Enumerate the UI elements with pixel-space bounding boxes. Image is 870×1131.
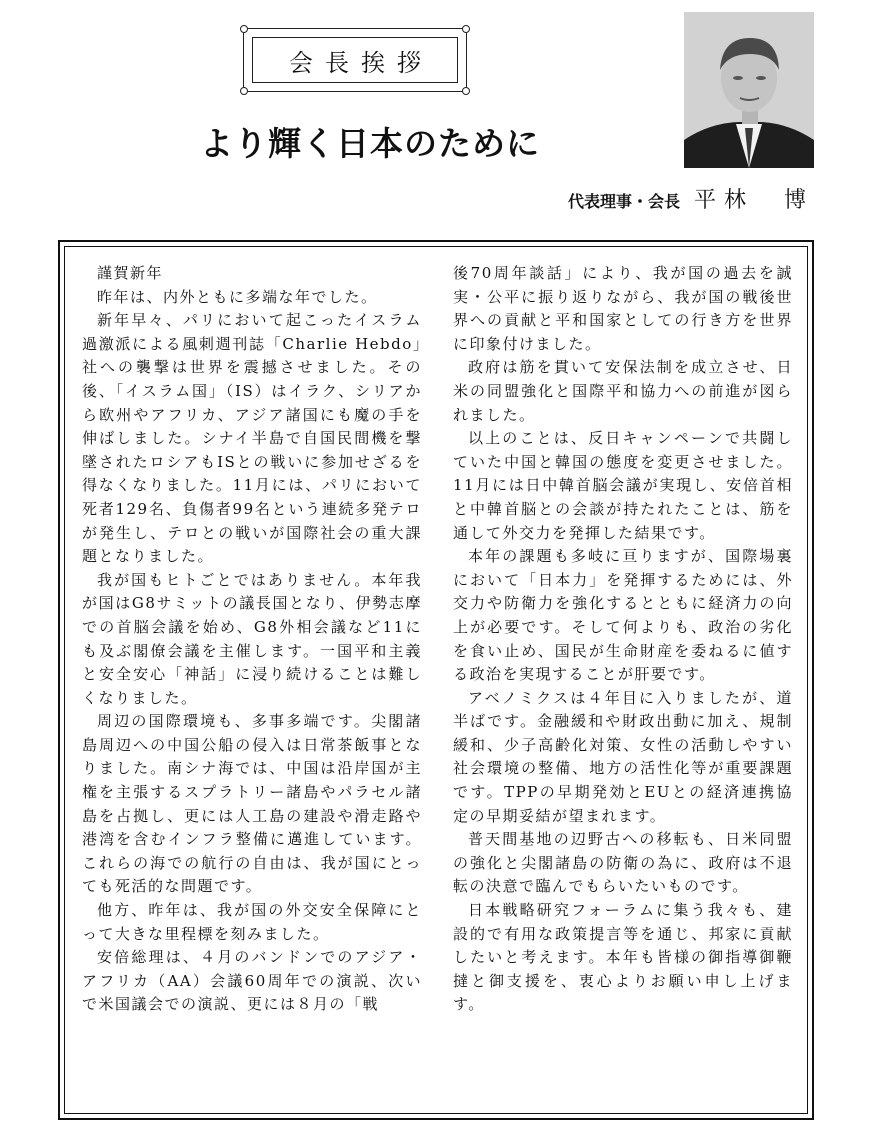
message-paragraph: 謹賀新年 [97, 264, 164, 282]
message-paragraph: 後70周年談話」により、我が国の過去を誠実・公平に振り返りながら、我が国の戦後世界への貢献と平和国家としての行き方を世界に印象付けました。 [453, 264, 793, 353]
portrait-image [684, 12, 814, 168]
message-paragraph: 普天間基地の辺野古への移転も、日米同盟の強化と尖閣諸島の防衛の為に、政府は不退転の決意で臨んでもらいたいものです。 [453, 830, 793, 896]
section-label-box [243, 28, 467, 92]
section-label-inner [252, 37, 458, 83]
corner-ornament [240, 25, 248, 33]
message-paragraph: アベノミクスは４年目に入りましたが、道半ばです。金融緩和や財政出動に加え、規制緩和、少子高齢化対策、女性の活動しやすい社会環境の整備、地方の活性化等が重要課題です。TPPの早期発効とEUとの経済連携協定の早期妥結が望まれます。 [453, 688, 793, 825]
message-paragraph: 本年の課題も多岐に亘りますが、国際場裏において「日本力」を発揮するためには、外交力や防衛力を強化するとともに経済力の向上が必要です。そして何よりも、政治の劣化を食い止め、国民が生命財産を委ねるに値する政治を実現することが肝要です。 [453, 547, 793, 684]
message-column-left [82, 262, 422, 1017]
message-paragraph: 昨年は、内外ともに多端な年でした。 [97, 287, 378, 306]
section-label: 会長挨拶 [289, 48, 433, 77]
corner-ornament [462, 87, 470, 95]
message-paragraph: 周辺の国際環境も、多事多端です。尖閣諸島周辺への中国公船の侵入は日常茶飯事となりました。南シナ海では、中国は沿岸国が主権を主張するスプラトリー諸島やパラセル諸島を占拠し、更には人工島の建設や滑走路や港湾を含むインフラ整備に邁進しています。これらの海での航行の自由は、我が国にとっても死活的な問題です。 [82, 712, 422, 896]
author-name: 平林 博 [693, 188, 814, 213]
message-paragraph: 以上のことは、反日キャンペーンで共闘していた中国と韓国の態度を変更させました。11月には日中韓首脳会議が実現し、安倍首相と中韓首脳との会談が持たれたことは、筋を通して外交力を発揮した結果です。 [453, 429, 793, 542]
message-paragraph: 日本戦略研究フォーラムに集う我々も、建設的で有用な政策提言等を通じ、邦家に貢献したいと考えます。本年も皆様の御指導御鞭撻と御支援を、衷心よりお願い申し上げます。 [453, 901, 793, 1014]
corner-ornament [240, 87, 248, 95]
message-column-right [453, 262, 793, 1017]
author-photo [684, 12, 814, 168]
page-title: より輝く日本のために [200, 124, 540, 163]
author-line [568, 183, 814, 214]
corner-ornament [462, 25, 470, 33]
message-paragraph: 他方、昨年は、我が国の外交安全保障にとって大きな里程標を刻みました。 [82, 901, 422, 943]
message-paragraph: 我が国もヒトごとではありません。本年我が国はG8サミットの議長国となり、伊勢志摩での首脳会議を始め、G8外相会議など11にも及ぶ閣僚会議を主催します。一国平和主義と安全安心「神話」に浸り続けることは難しくなりました。 [82, 570, 422, 707]
message-paragraph: 新年早々、パリにおいて起こったイスラム過激派による風刺週刊誌「Charlie Hebdo」社への襲撃は世界を震撼させました。その後、「イスラム国」（IS）はイラク、シリアから欧州やアフリカ、アジア諸国にも魔の手を伸ばしました。シナイ半島で自国民間機を撃墜されたロシアもISとの戦いに参加せざるを得なくなりました。11月には、パリにおいて死者129名、負傷者99名という連続多発テロが発生し、テロとの戦いが国際社会の重大課題となりました。 [82, 311, 422, 566]
author-role: 代表理事・会長 [567, 192, 680, 211]
message-paragraph: 政府は筋を貫いて安保法制を成立させ、日米の同盟強化と国際平和協力への前進が図られました。 [453, 358, 793, 424]
message-paragraph: 安倍総理は、４月のバンドンでのアジア・アフリカ（AA）会議60周年での演説、次いで米国議会での演説、更には８月の「戦 [82, 948, 422, 1014]
